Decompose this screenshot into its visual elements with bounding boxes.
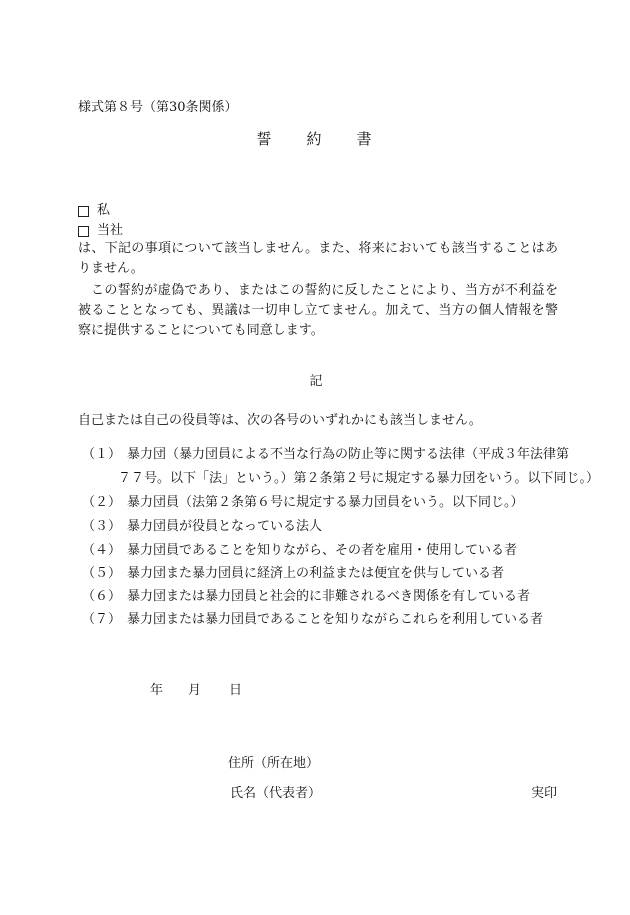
- list-item: [82, 447, 569, 463]
- item-number: （７）: [82, 612, 122, 627]
- item-text: 暴力団または暴力団員と社会的に非難されるべき関係を有している者: [127, 589, 531, 604]
- item-number: （３）: [82, 519, 122, 534]
- date-day-label: 日: [229, 683, 243, 698]
- item-continuation: ７７号。以下「法」という。）第２条第２号に規定する暴力団をいう。以下同じ。）: [118, 471, 600, 486]
- item-text: 暴力団員（法第２条第６号に規定する暴力団員をいう。以下同じ。）: [127, 495, 524, 510]
- checkbox-square-icon[interactable]: [78, 206, 89, 217]
- checkbox-square-icon[interactable]: [78, 226, 89, 237]
- address-label: 住所（所在地）: [228, 756, 320, 771]
- form-number: 様式第８号（第30条関係）: [78, 100, 238, 115]
- list-item: [82, 612, 543, 628]
- consent-paragraph: この誓約が虚偽であり、またはこの誓約に反したことにより、当方が不利益を被ることとなっても、異議は一切申し立てません。加えて、当方の個人情報を警察に提供することについても同意します。: [78, 283, 558, 338]
- item-text: 暴力団（暴力団員による不当な行為の防止等に関する法律（平成３年法律第: [127, 447, 570, 462]
- checkbox-label: 私: [97, 203, 111, 218]
- item-number: （４）: [82, 543, 122, 558]
- checkbox-option-watashi[interactable]: [78, 203, 110, 219]
- item-number: （２）: [82, 495, 122, 510]
- item-text: 暴力団員であることを知りながら、その者を雇用・使用している者: [127, 543, 518, 558]
- declaration-paragraph: は、下記の事項について該当しません。また、将来においても該当することはありません。: [78, 241, 558, 276]
- items-intro: 自己または自己の役員等は、次の各号のいずれかにも該当しません。: [78, 413, 482, 428]
- item-number: （１）: [82, 447, 122, 462]
- ki-heading: 記: [309, 374, 323, 389]
- seal-label: 実印: [531, 786, 558, 801]
- list-item: [82, 543, 517, 559]
- list-item: [82, 495, 524, 511]
- document-title: 誓 約 書: [256, 130, 382, 148]
- item-text: 暴力団員が役員となっている法人: [127, 519, 323, 534]
- checkbox-option-tousha[interactable]: [78, 223, 123, 239]
- list-item: [82, 589, 530, 605]
- date-field: [150, 683, 242, 699]
- checkbox-label: 当社: [97, 223, 124, 238]
- list-item: [82, 566, 504, 582]
- date-month-label: 月: [188, 683, 202, 698]
- item-number: （６）: [82, 589, 122, 604]
- name-label: 氏名（代表者）: [230, 786, 322, 801]
- date-year-label: 年: [150, 683, 164, 698]
- list-item: [82, 519, 322, 535]
- item-text: 暴力団また暴力団員に経済上の利益または便宜を供与している者: [127, 566, 505, 581]
- item-text: 暴力団または暴力団員であることを知りながらこれらを利用している者: [127, 612, 544, 627]
- item-number: （５）: [82, 566, 122, 581]
